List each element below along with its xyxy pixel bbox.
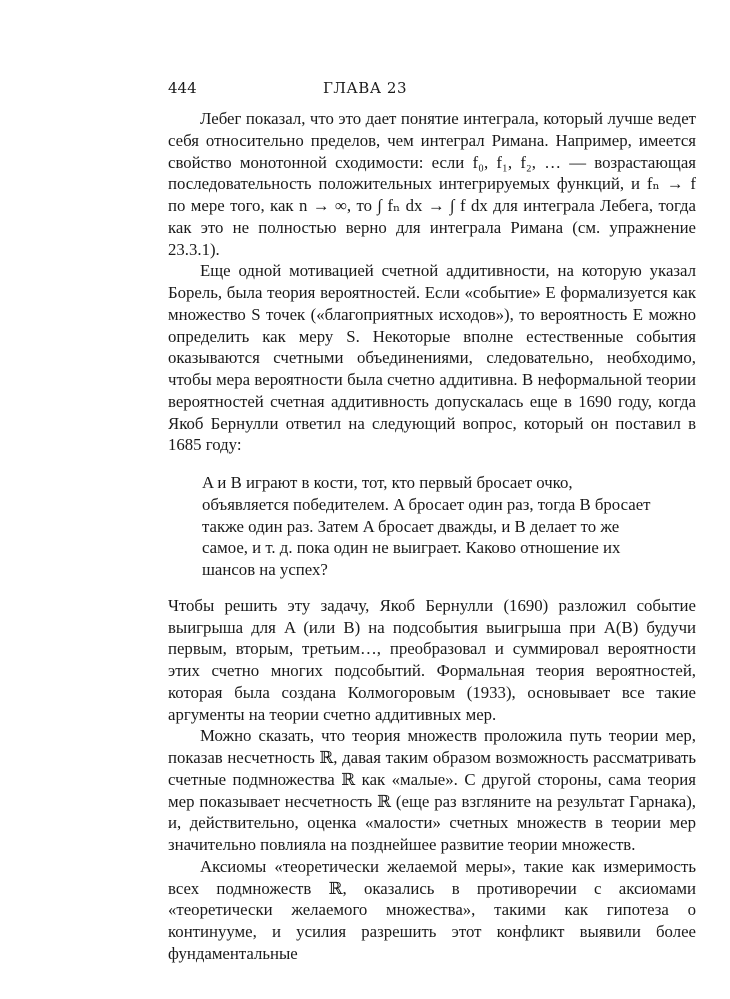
paragraph-bernoulli-solution: Чтобы решить эту задачу, Якоб Бернулли (1690) разложил событие выигрыша для A (или B) на подсобытия выигрыша при A(B) будучи первым, вторым, третьим…, преобразовал и суммировал вероятности этих счетно многих подсобытий. Формальная теория вероятностей, которая была создана Колмогоровым (1933), основывает все такие аргументы на теории счетно аддитивных мер. xyxy=(168,595,696,724)
page-number: 444 xyxy=(168,79,197,97)
quoted-bernoulli-problem: A и B играют в кости, тот, кто первый бросает очко, объявляется победителем. A бросает один раз, тогда B бросает также один раз. Затем A бросает дважды, и B делает то же самое, и т. д. пока один не выиграет. Каково отношение их шансов на успех? xyxy=(202,473,651,579)
paragraph-probability-motivation: Еще одной мотивацией счетной аддитивности, на которую указал Борель, была теория вероятностей. Если «событие» E формализуется как множество S точек («благоприятных исходов»), то вероятность E можно определить как меру S. Некоторые вполне естественные события оказываются счетными объединениями, следовательно, необходимо, чтобы мера вероятности была счетно аддитивна. В неформальной теории вероятностей счетная аддитивность допускалась еще в 1690 году, когда Якоб Бернулли ответил на следующий вопрос, который он поставил в 1685 году: xyxy=(168,261,696,455)
paragraph-measure-axioms: Аксиомы «теоретически желаемой меры», такие как измеримость всех подмножеств ℝ, оказались в противоречии с аксиомами «теоретически желаемого множества», такими как гипотеза о континууме, и усилия разрешить этот конфликт выявили более фундаментальные xyxy=(168,856,696,963)
chapter-title: ГЛАВА 23 xyxy=(322,79,408,97)
page-body xyxy=(168,108,696,965)
paragraph-lebesgue-integral: Лебег показал, что это дает понятие интеграла, который лучше ведет себя относительно пределов, чем интеграл Римана. Например, имеется свойство монотонной сходимости: если f₀, f₁, f₂, … — возрастающая последовательность положительных интегрируемых функций, и fₙ → f по мере того, как n → ∞, то ∫ fₙ dx → ∫ f dx для интеграла Лебега, тогда как это не полностью верно для интеграла Римана (см. упражнение 23.3.1). xyxy=(168,109,696,259)
paragraph-set-theory: Можно сказать, что теория множеств проложила путь теории мер, показав несчетность ℝ, давая таким образом возможность рассматривать счетные подмножества ℝ как «малые». С другой стороны, сама теория мер показывает несчетность ℝ (еще раз взгляните на результат Гарнака), и, действительно, оценка «малости» счетных множеств в теории мер значительно повлияла на позднейшее развитие теории множеств. xyxy=(168,726,696,854)
